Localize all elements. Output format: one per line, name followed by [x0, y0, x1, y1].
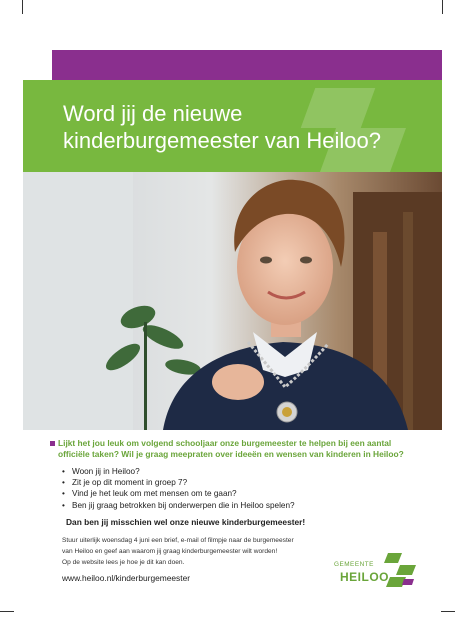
instructions-line: van Heiloo en geef aan waarom jij graag kinderburgemeester wilt worden! — [62, 548, 278, 555]
intro-line: Lijkt het jou leuk om volgend schooljaar onze burgemeester te helpen bij een aantal — [58, 438, 392, 448]
purple-bullet-square — [50, 441, 55, 446]
question-item: • Ben jij graag betrokken bij onderwerpen die in Heiloo spelen? — [62, 500, 295, 511]
crop-mark-top-left — [22, 0, 23, 14]
call-to-action: Dan ben jij misschien wel onze nieuwe kinderburgemeester! — [66, 517, 306, 527]
question-item: • Woon jij in Heiloo? — [62, 466, 295, 477]
gemeente-heiloo-logo — [334, 553, 418, 593]
instructions-line: Stuur uiterlijk woensdag 4 juni een brief, e-mail of filmpje naar de burgemeester — [62, 537, 294, 544]
purple-band — [52, 50, 442, 80]
intro-text — [58, 438, 418, 460]
green-header — [23, 80, 442, 172]
instructions-text — [62, 535, 332, 568]
boy-with-mayor-chain-photo — [23, 172, 442, 430]
question-list — [62, 466, 295, 511]
headline — [63, 100, 423, 154]
headline-line: kinderburgemeester van Heiloo? — [63, 128, 381, 153]
crop-mark-left-bottom — [0, 611, 14, 612]
instructions-line: Op de website lees je hoe je dit kan doen. — [62, 559, 185, 566]
website-link[interactable]: www.heiloo.nl/kinderburgemeester — [62, 573, 191, 583]
question-item: • Vind je het leuk om met mensen om te gaan? — [62, 488, 295, 499]
crop-mark-top-right — [442, 0, 443, 14]
intro-line: officiële taken? Wil je graag meepraten over ideeën en wensen van kinderen in Heiloo? — [58, 449, 404, 459]
heiloo-logo-icon — [382, 553, 416, 591]
crop-mark-right-bottom — [441, 611, 455, 612]
headline-line: Word jij de nieuwe — [63, 101, 243, 126]
photo-illustration — [23, 172, 442, 430]
logo-text-heiloo: HEILOO — [340, 570, 390, 584]
question-item: • Zit je op dit moment in groep 7? — [62, 477, 295, 488]
logo-text-gemeente: GEMEENTE — [334, 561, 374, 568]
